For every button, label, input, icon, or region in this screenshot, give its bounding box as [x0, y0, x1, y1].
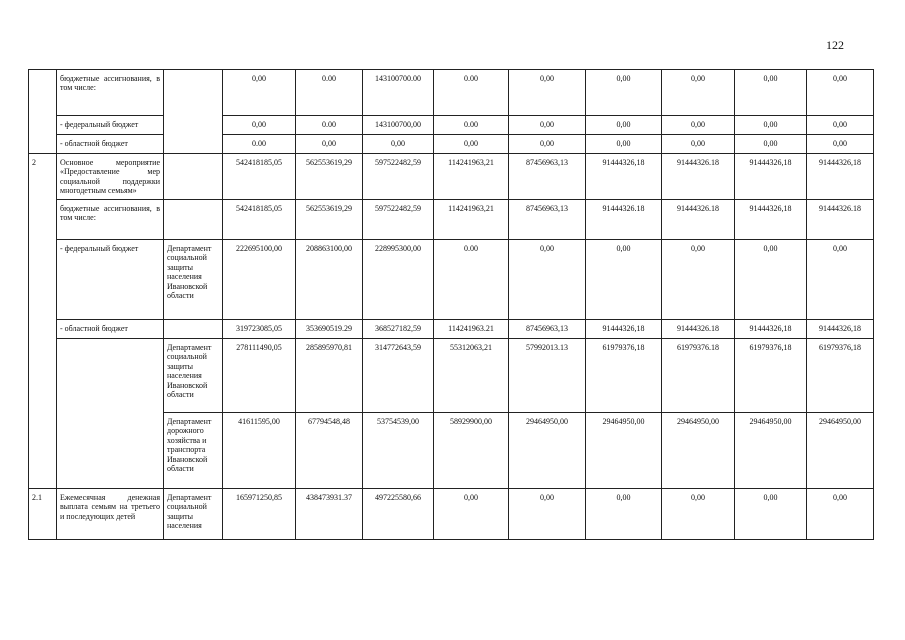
value-cell: 0,00	[735, 70, 807, 116]
value-cell: 91444326.18	[586, 200, 662, 240]
value-cell: 0,00	[735, 489, 807, 540]
value-cell: 0,00	[509, 116, 586, 135]
value-cell: 91444326.18	[662, 200, 735, 240]
value-cell: 114241963,21	[434, 200, 509, 240]
value-cell: 0,00	[223, 116, 296, 135]
value-cell: 0,00	[735, 116, 807, 135]
value-cell: 87456963,13	[509, 200, 586, 240]
value-cell: 91444326.18	[662, 320, 735, 339]
value-cell: 0.00	[434, 240, 509, 320]
value-cell: 29464950,00	[735, 413, 807, 489]
value-cell: 53754539,00	[363, 413, 434, 489]
value-cell: 319723085,05	[223, 320, 296, 339]
value-cell: 29464950,00	[807, 413, 874, 489]
value-cell: 29464950,00	[662, 413, 735, 489]
value-cell: 0.00	[434, 116, 509, 135]
row-name-cell: - федеральный бюджет	[57, 116, 164, 135]
value-cell: 0,00	[509, 135, 586, 154]
value-cell: 41611595,00	[223, 413, 296, 489]
row-index-cell: 2.1	[29, 489, 57, 540]
value-cell: 0.00	[223, 135, 296, 154]
value-cell: 91444326,18	[735, 200, 807, 240]
value-cell: 87456963,13	[509, 320, 586, 339]
table-row	[29, 200, 874, 240]
value-cell: 67794548,48	[296, 413, 363, 489]
value-cell: 314772643,59	[363, 339, 434, 413]
value-cell: 57992013.13	[509, 339, 586, 413]
value-cell: 143100700,00	[363, 116, 434, 135]
value-cell: 0,00	[509, 70, 586, 116]
value-cell: 91444326,18	[807, 154, 874, 200]
value-cell: 0,00	[296, 135, 363, 154]
row-executor-cell: Департамент социальной защиты населения	[164, 489, 223, 540]
value-cell: 143100700.00	[363, 70, 434, 116]
value-cell: 91444326,18	[586, 154, 662, 200]
value-cell: 208863100,00	[296, 240, 363, 320]
value-cell: 0,00	[662, 489, 735, 540]
page-number: 122	[826, 38, 844, 52]
value-cell: 87456963,13	[509, 154, 586, 200]
value-cell: 542418185,05	[223, 154, 296, 200]
value-cell: 55312063,21	[434, 339, 509, 413]
value-cell: 29464950,00	[509, 413, 586, 489]
row-executor-cell: Департамент социальной защиты населения Ивановской области	[164, 339, 223, 413]
row-name-cell: - областной бюджет	[57, 135, 164, 154]
value-cell: 368527182,59	[363, 320, 434, 339]
value-cell: 562553619,29	[296, 154, 363, 200]
table-row	[29, 320, 874, 339]
value-cell: 0,00	[509, 489, 586, 540]
value-cell: 91444326.18	[807, 200, 874, 240]
value-cell: 0,00	[586, 489, 662, 540]
value-cell: 0,00	[662, 70, 735, 116]
value-cell: 58929900,00	[434, 413, 509, 489]
value-cell: 597522482,59	[363, 154, 434, 200]
row-executor-cell	[164, 70, 223, 154]
value-cell: 91444326,18	[807, 320, 874, 339]
value-cell: 91444326,18	[735, 154, 807, 200]
table-row	[29, 154, 874, 200]
table-row	[29, 135, 874, 154]
value-cell: 278111490,05	[223, 339, 296, 413]
row-name-cell: бюджетные ассигнования, в том числе:	[57, 70, 164, 116]
budget-table	[28, 69, 874, 540]
value-cell: 61979376,18	[735, 339, 807, 413]
value-cell: 285895970,81	[296, 339, 363, 413]
value-cell: 61979376,18	[807, 339, 874, 413]
table-row	[29, 240, 874, 320]
row-index-cell	[29, 70, 57, 154]
value-cell: 114241963.21	[434, 320, 509, 339]
row-executor-cell	[164, 320, 223, 339]
value-cell: 0,00	[586, 240, 662, 320]
value-cell: 222695100,00	[223, 240, 296, 320]
value-cell: 91444326,18	[586, 320, 662, 339]
value-cell: 61979376.18	[662, 339, 735, 413]
value-cell: 0,00	[807, 116, 874, 135]
row-name-cell: бюджетные ассигнования, в том числе:	[57, 200, 164, 240]
value-cell: 353690519.29	[296, 320, 363, 339]
value-cell: 0.00	[296, 70, 363, 116]
table-row	[29, 70, 874, 116]
value-cell: 497225580,66	[363, 489, 434, 540]
row-name-cell: - федеральный бюджет	[57, 240, 164, 320]
value-cell: 165971250,85	[223, 489, 296, 540]
row-executor-cell: Департамент социальной защиты населения Ивановской области	[164, 240, 223, 320]
value-cell: 0,00	[586, 70, 662, 116]
value-cell: 0,00	[509, 240, 586, 320]
value-cell: 0,00	[807, 489, 874, 540]
value-cell: 91444326,18	[735, 320, 807, 339]
value-cell: 0,00	[586, 135, 662, 154]
value-cell: 0,00	[434, 489, 509, 540]
row-executor-cell	[164, 200, 223, 240]
value-cell: 542418185,05	[223, 200, 296, 240]
row-name-cell	[57, 339, 164, 489]
value-cell: 61979376,18	[586, 339, 662, 413]
row-name-cell: - областной бюджет	[57, 320, 164, 339]
row-name-cell: Основное мероприятие «Предоставление мер социальной поддержки многодетным семьям»	[57, 154, 164, 200]
row-executor-cell	[164, 154, 223, 200]
table-row	[29, 116, 874, 135]
value-cell: 228995300,00	[363, 240, 434, 320]
row-executor-cell: Департамент дорожного хозяйства и транспорта Ивановской области	[164, 413, 223, 489]
value-cell: 0.00	[296, 116, 363, 135]
value-cell: 0,00	[807, 240, 874, 320]
value-cell: 0,00	[363, 135, 434, 154]
value-cell: 0,00	[807, 135, 874, 154]
value-cell: 0,00	[586, 116, 662, 135]
value-cell: 0,00	[807, 70, 874, 116]
value-cell: 562553619,29	[296, 200, 363, 240]
row-name-cell: Ежемесячная денежная выплата семьям на третьего и последующих детей	[57, 489, 164, 540]
row-index-cell: 2	[29, 154, 57, 489]
value-cell: 0,00	[662, 240, 735, 320]
table-row	[29, 339, 874, 413]
value-cell: 0,00	[223, 70, 296, 116]
value-cell: 0,00	[662, 116, 735, 135]
value-cell: 0,00	[662, 135, 735, 154]
value-cell: 0,00	[735, 135, 807, 154]
value-cell: 29464950,00	[586, 413, 662, 489]
value-cell: 597522482,59	[363, 200, 434, 240]
table-row	[29, 489, 874, 540]
value-cell: 0,00	[735, 240, 807, 320]
value-cell: 0,00	[434, 135, 509, 154]
value-cell: 114241963,21	[434, 154, 509, 200]
value-cell: 438473931.37	[296, 489, 363, 540]
value-cell: 0.00	[434, 70, 509, 116]
value-cell: 91444326.18	[662, 154, 735, 200]
